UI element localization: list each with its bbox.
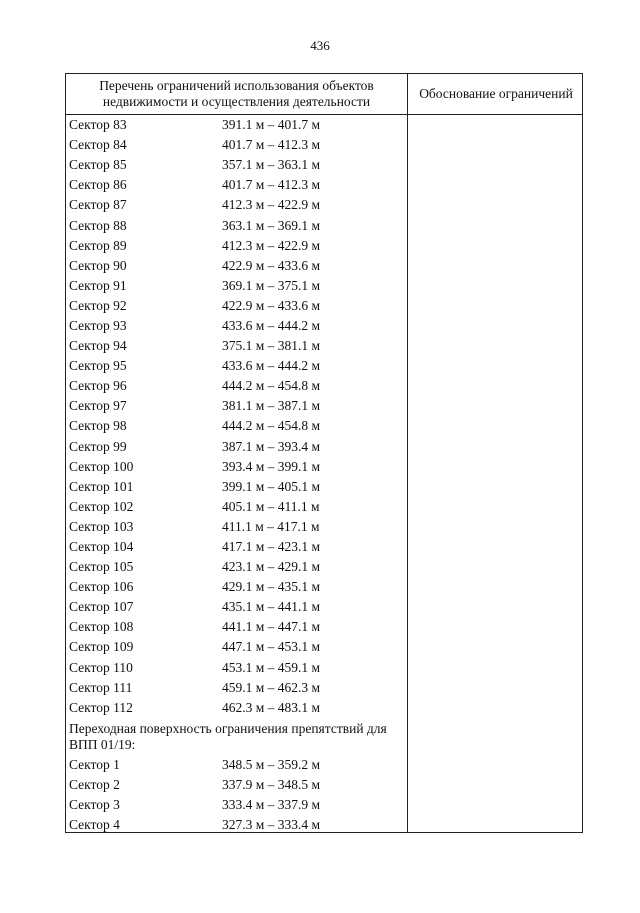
height-range: 417.1 м – 423.1 м: [222, 539, 321, 555]
table-row: [66, 356, 407, 376]
sector-name: Сектор 102: [69, 498, 134, 514]
sector-name: Сектор 111: [69, 679, 133, 695]
table-row: [66, 698, 407, 718]
sector-name: Сектор 99: [69, 438, 127, 454]
sector-name: Сектор 108: [69, 619, 134, 635]
height-range: 422.9 м – 433.6 м: [222, 257, 321, 273]
height-range: 433.6 м – 444.2 м: [222, 358, 321, 374]
table-row: [66, 195, 407, 215]
table-row: [66, 477, 407, 497]
height-range: 348.5 м – 359.2 м: [222, 756, 321, 772]
table-row: [66, 215, 407, 235]
height-range: 444.2 м – 454.8 м: [222, 378, 321, 394]
table-row: [66, 597, 407, 617]
table-row: [66, 437, 407, 457]
height-range: 441.1 м – 447.1 м: [222, 619, 321, 635]
height-range: 435.1 м – 441.1 м: [222, 599, 321, 615]
height-range: 333.4 м – 337.9 м: [222, 797, 321, 813]
height-range: 429.1 м – 435.1 м: [222, 579, 321, 595]
table-row: [66, 396, 407, 416]
sector-name: Сектор 104: [69, 539, 134, 555]
sector-name: Сектор 95: [69, 358, 127, 374]
section-title-line1: Переходная поверхность ограничения препятствий для: [69, 720, 387, 736]
height-range: 327.3 м – 333.4 м: [222, 817, 321, 833]
height-range: 459.1 м – 462.3 м: [222, 679, 321, 695]
height-range: 412.3 м – 422.9 м: [222, 237, 321, 253]
table-row: [66, 376, 407, 396]
header-justification: Обоснование ограничений: [419, 86, 573, 101]
header-left-line2: недвижимости и осуществления деятельности: [102, 94, 371, 109]
sector-name: Сектор 84: [69, 137, 127, 153]
height-range: 422.9 м – 433.6 м: [222, 297, 321, 313]
sector-name: Сектор 97: [69, 398, 127, 414]
table-row: [66, 256, 407, 276]
sector-rows-group1: [66, 115, 407, 718]
height-range: 433.6 м – 444.2 м: [222, 317, 321, 333]
sector-name: Сектор 106: [69, 579, 134, 595]
height-range: 401.7 м – 412.3 м: [222, 137, 321, 153]
height-range: 412.3 м – 422.9 м: [222, 197, 321, 213]
height-range: 399.1 м – 405.1 м: [222, 478, 321, 494]
sector-name: Сектор 85: [69, 157, 127, 173]
height-range: 363.1 м – 369.1 м: [222, 217, 321, 233]
table-row: [66, 775, 407, 795]
table-row: [66, 416, 407, 436]
height-range: 387.1 м – 393.4 м: [222, 438, 321, 454]
header-left-line1: Перечень ограничений использования объектов: [99, 78, 374, 93]
column-divider: [407, 74, 408, 832]
sector-name: Сектор 89: [69, 237, 127, 253]
sector-name: Сектор 2: [69, 776, 120, 792]
sector-name: Сектор 103: [69, 518, 134, 534]
table-row: [66, 497, 407, 517]
height-range: 375.1 м – 381.1 м: [222, 338, 321, 354]
table-row: [66, 637, 407, 657]
table-row: [66, 115, 407, 135]
sector-name: Сектор 83: [69, 117, 127, 133]
sector-name: Сектор 110: [69, 659, 133, 675]
header-restrictions-list: [66, 74, 407, 114]
sector-name: Сектор 4: [69, 817, 120, 833]
table-body: [66, 115, 407, 835]
table-row: [66, 678, 407, 698]
table-row: [66, 658, 407, 678]
height-range: 423.1 м – 429.1 м: [222, 559, 321, 575]
height-range: 405.1 м – 411.1 м: [222, 498, 320, 514]
sector-name: Сектор 107: [69, 599, 134, 615]
table-row: [66, 617, 407, 637]
sector-name: Сектор 91: [69, 277, 127, 293]
table-row: [66, 577, 407, 597]
height-range: 381.1 м – 387.1 м: [222, 398, 321, 414]
sector-rows-group2: [66, 755, 407, 835]
sector-name: Сектор 94: [69, 338, 127, 354]
table-row: [66, 815, 407, 835]
sector-name: Сектор 86: [69, 177, 127, 193]
height-range: 447.1 м – 453.1 м: [222, 639, 321, 655]
section-title: [66, 718, 407, 755]
height-range: 401.7 м – 412.3 м: [222, 177, 321, 193]
table-row: [66, 155, 407, 175]
table-row: [66, 236, 407, 256]
sector-name: Сектор 87: [69, 197, 127, 213]
restrictions-table: [65, 73, 583, 833]
height-range: 369.1 м – 375.1 м: [222, 277, 321, 293]
table-row: [66, 557, 407, 577]
table-row: [66, 276, 407, 296]
sector-name: Сектор 112: [69, 699, 133, 715]
height-range: 337.9 м – 348.5 м: [222, 776, 321, 792]
sector-name: Сектор 92: [69, 297, 127, 313]
page-number: 436: [310, 38, 330, 53]
sector-name: Сектор 105: [69, 559, 134, 575]
table-row: [66, 795, 407, 815]
table-row: [66, 537, 407, 557]
sector-name: Сектор 101: [69, 478, 134, 494]
section-title-line2: ВПП 01/19:: [69, 736, 136, 752]
table-row: [66, 517, 407, 537]
sector-name: Сектор 98: [69, 418, 127, 434]
height-range: 391.1 м – 401.7 м: [222, 117, 321, 133]
sector-name: Сектор 90: [69, 257, 127, 273]
sector-name: Сектор 93: [69, 317, 127, 333]
sector-name: Сектор 100: [69, 458, 134, 474]
table-row: [66, 336, 407, 356]
height-range: 411.1 м – 417.1 м: [222, 518, 320, 534]
table-row: [66, 755, 407, 775]
table-row: [66, 457, 407, 477]
sector-name: Сектор 96: [69, 378, 127, 394]
height-range: 444.2 м – 454.8 м: [222, 418, 321, 434]
table-row: [66, 296, 407, 316]
table-row: [66, 316, 407, 336]
height-range: 357.1 м – 363.1 м: [222, 157, 321, 173]
height-range: 462.3 м – 483.1 м: [222, 699, 321, 715]
table-row: [66, 135, 407, 155]
height-range: 453.1 м – 459.1 м: [222, 659, 321, 675]
height-range: 393.4 м – 399.1 м: [222, 458, 321, 474]
table-row: [66, 175, 407, 195]
sector-name: Сектор 3: [69, 797, 120, 813]
sector-name: Сектор 88: [69, 217, 127, 233]
sector-name: Сектор 1: [69, 756, 120, 772]
sector-name: Сектор 109: [69, 639, 134, 655]
